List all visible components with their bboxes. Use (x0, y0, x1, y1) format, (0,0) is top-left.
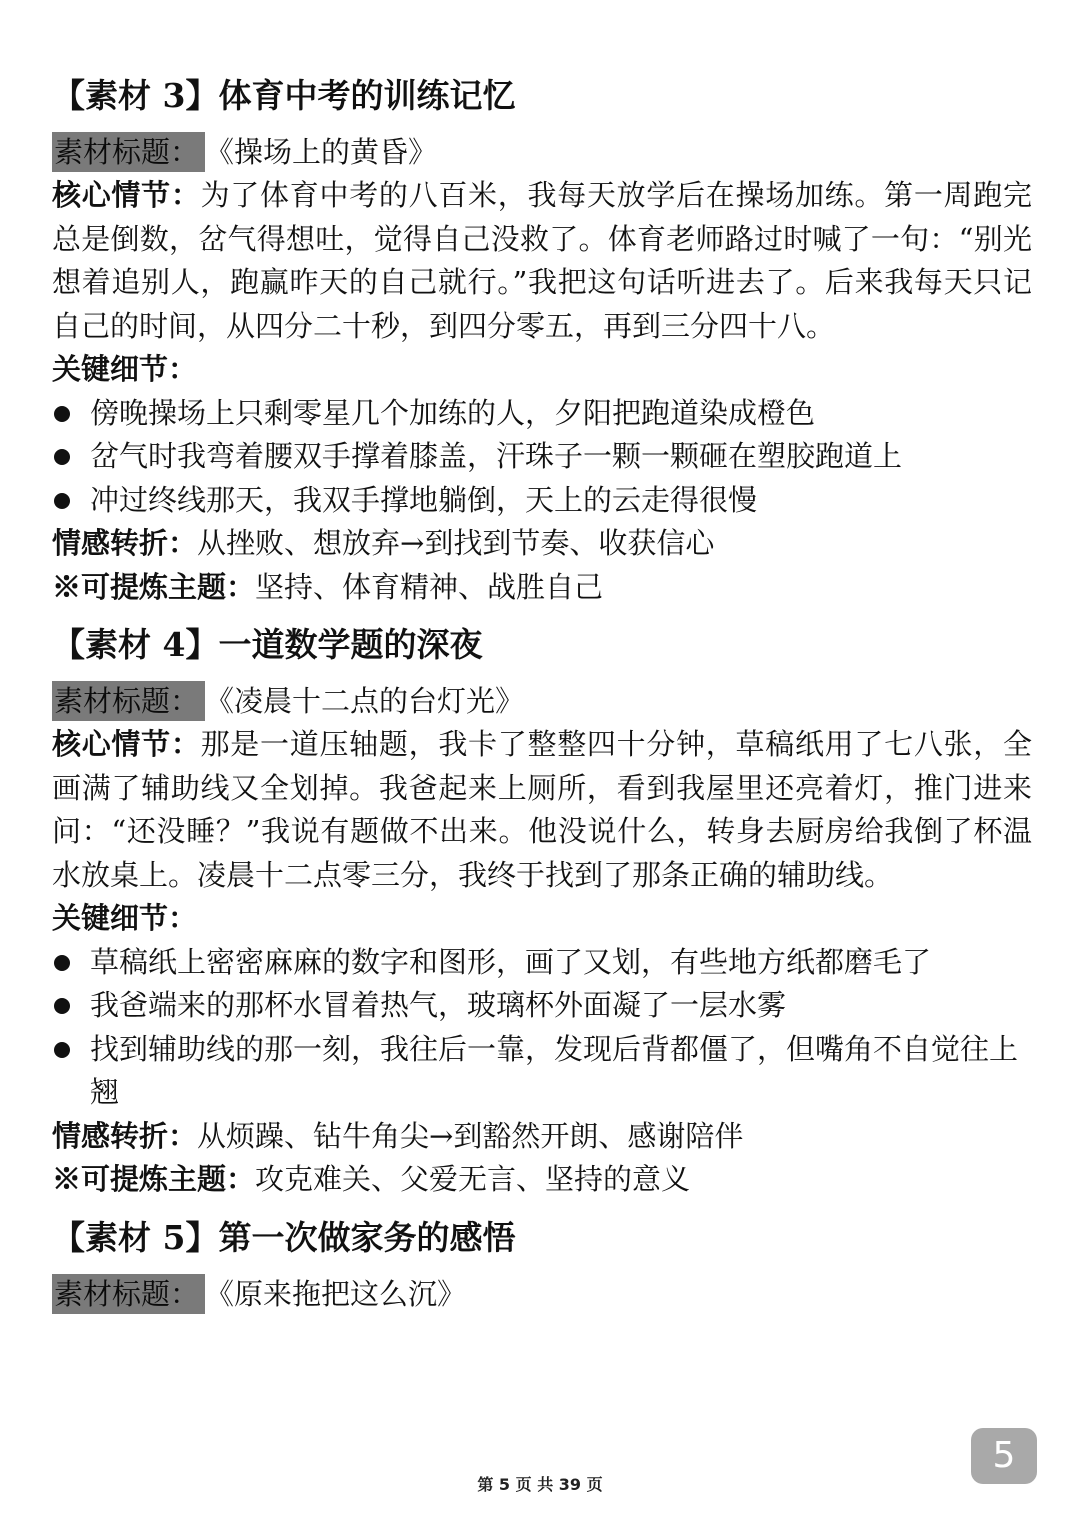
bullet-dot-icon (54, 493, 70, 509)
material-title-row (52, 130, 1032, 174)
page-number-badge: 5 (971, 1428, 1037, 1484)
material-section-5 (52, 1214, 1032, 1316)
core-plot (52, 174, 1032, 348)
theme (52, 566, 1032, 610)
material-title-row (52, 1272, 1032, 1316)
core-plot (52, 723, 1032, 897)
section-heading: 【素材 4】一道数学题的深夜 (52, 625, 483, 664)
list-item: 傍晚操场上只剩零星几个加练的人，夕阳把跑道染成橙色 (52, 392, 1032, 436)
key-details-list (52, 941, 1032, 1115)
material-title: 《原来拖把这么沉》 (205, 1276, 467, 1311)
material-title: 《操场上的黄昏》 (205, 135, 438, 169)
bullet-dot-icon (54, 998, 70, 1014)
list-item: 我爸端来的那杯水冒着热气，玻璃杯外面凝了一层水雾 (52, 984, 1032, 1028)
emotion-turn-label: 情感转折： (52, 526, 198, 560)
theme-text: 坚持、体育精神、战胜自己 (255, 569, 604, 604)
list-item: 找到辅助线的那一刻，我往后一靠，发现后背都僵了，但嘴角不自觉往上翘 (52, 1028, 1032, 1115)
page-footer: 第 5 页 共 39 页 (477, 1475, 603, 1494)
key-details-label: 关键细节： (52, 352, 198, 386)
emotion-turn (52, 522, 1032, 566)
material-section-4 (52, 621, 1032, 1202)
emotion-turn-text: 从挫败、想放弃→到找到节奏、收获信心 (197, 526, 715, 560)
key-details-list (52, 392, 1032, 523)
material-section-3 (52, 72, 1032, 609)
list-item: 冲过终线那天，我双手撑地躺倒，天上的云走得很慢 (52, 479, 1032, 523)
material-title-label: 素材标题： (52, 132, 205, 172)
bullet-dot-icon (54, 955, 70, 971)
material-title-row (52, 679, 1032, 723)
section-heading: 【素材 3】体育中考的训练记忆 (52, 76, 516, 115)
theme-label: ※可提炼主题： (52, 1162, 256, 1196)
section-heading: 【素材 5】第一次做家务的感悟 (52, 1217, 516, 1257)
list-item: 草稿纸上密密麻麻的数字和图形，画了又划，有些地方纸都磨毛了 (52, 941, 1032, 985)
emotion-turn-text: 从烦躁、钻牛角尖→到豁然开朗、感谢陪伴 (197, 1118, 744, 1153)
document-page (52, 72, 1032, 1316)
list-item: 岔气时我弯着腰双手撑着膝盖，汗珠子一颗一颗砸在塑胶跑道上 (52, 435, 1032, 479)
material-title-label: 素材标题： (52, 681, 205, 721)
bullet-dot-icon (54, 406, 70, 422)
theme-text: 攻克难关、父爱无言、坚持的意义 (255, 1162, 691, 1196)
key-details-label: 关键细节： (52, 901, 198, 935)
core-plot-label: 核心情节： (52, 727, 201, 761)
material-title: 《凌晨十二点的台灯光》 (205, 684, 525, 718)
emotion-turn-label: 情感转折： (52, 1118, 198, 1153)
bullet-dot-icon (54, 1042, 70, 1058)
material-title-label: 素材标题： (52, 1274, 205, 1314)
emotion-turn (52, 1115, 1032, 1159)
core-plot-text: 为了体育中考的八百米，我每天放学后在操场加练。第一周跑完总是倒数，岔气得想吐，觉得自己没救了。体育老师路过时喊了一句：“别光想着追别人，跑赢昨天的自己就行。”我把这句话听进去了。后来我每天只记自己的时间，从四分二十秒，到四分零五，再到三分四十八。 (52, 178, 1032, 343)
theme-label: ※可提炼主题： (52, 569, 256, 604)
bullet-dot-icon (54, 449, 70, 465)
core-plot-label: 核心情节： (52, 178, 201, 212)
core-plot-text: 那是一道压轴题，我卡了整整四十分钟，草稿纸用了七八张，全画满了辅助线又全划掉。我爸起来上厕所，看到我屋里还亮着灯，推门进来问：“还没睡？”我说有题做不出来。他没说什么，转身去厨房给我倒了杯温水放桌上。凌晨十二点零三分，我终于找到了那条正确的辅助线。 (52, 727, 1032, 892)
theme (52, 1158, 1032, 1202)
